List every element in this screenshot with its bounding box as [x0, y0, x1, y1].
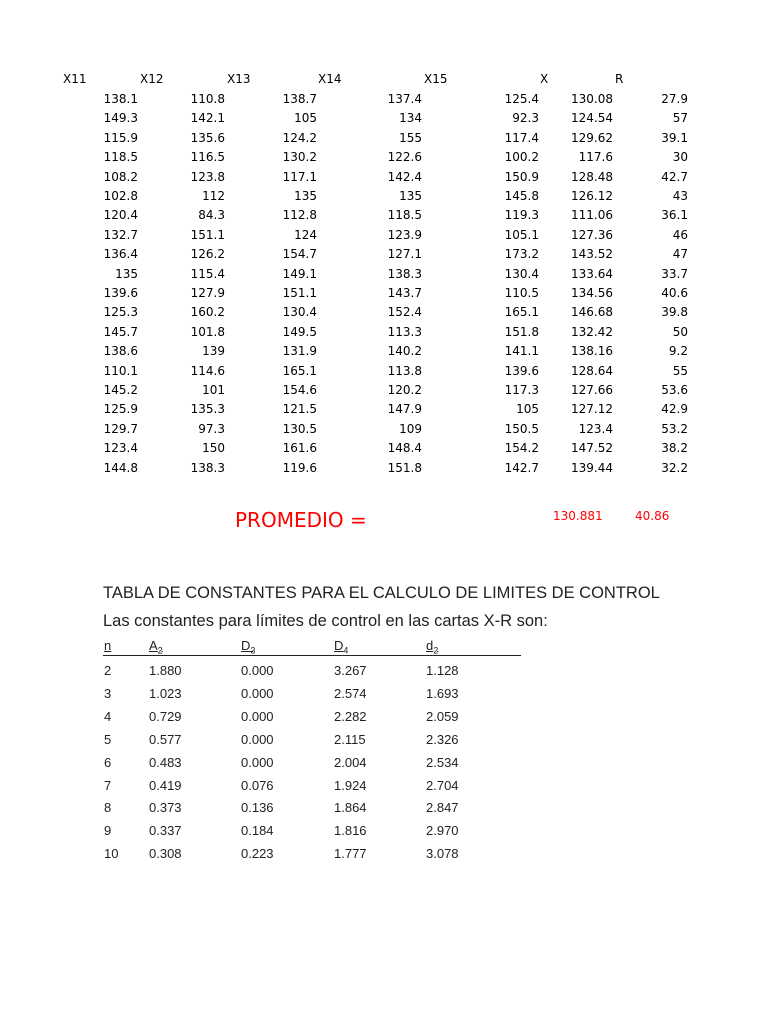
table-cell: 42.9 — [661, 402, 688, 417]
promedio-label: PROMEDIO = — [235, 508, 367, 532]
column-header-x14: X14 — [318, 72, 342, 86]
table-cell: 124.54 — [571, 111, 613, 126]
constants-cell: 2.704 — [426, 777, 459, 793]
constants-row — [103, 846, 521, 866]
table-cell: 142.4 — [387, 169, 422, 184]
table-cell: 42.7 — [661, 169, 688, 184]
table-cell: 124.2 — [282, 130, 317, 145]
table-cell: 133.64 — [571, 266, 613, 281]
constants-cell: 9 — [104, 823, 112, 839]
table-row — [0, 305, 768, 324]
table-cell: 118.5 — [387, 208, 422, 223]
table-cell: 140.2 — [387, 344, 422, 359]
table-cell: 127.9 — [190, 286, 225, 300]
table-cell: 125.4 — [504, 92, 539, 106]
table-cell: 113.8 — [387, 363, 422, 378]
constants-cell: 2.534 — [426, 754, 459, 770]
table-cell: 124 — [294, 227, 317, 242]
table-cell: 165.1 — [282, 363, 317, 378]
table-row — [0, 92, 768, 111]
table-row — [0, 150, 768, 169]
table-cell: 130.4 — [504, 266, 539, 281]
constants-header-d3: $D_3$ — [241, 638, 256, 656]
table-cell: 39.8 — [661, 305, 688, 320]
table-cell: 138.6 — [103, 344, 138, 359]
table-cell: 123.4 — [578, 421, 613, 436]
table-row — [0, 344, 768, 363]
table-cell: 47 — [672, 247, 688, 262]
table-cell: 138.3 — [387, 266, 422, 281]
constants-cell: 3.267 — [334, 663, 367, 678]
table-cell: 39.1 — [661, 130, 688, 145]
constants-cell: 2.574 — [334, 685, 367, 701]
table-cell: 148.4 — [387, 441, 422, 456]
constants-cell: 0.729 — [149, 708, 182, 724]
table-cell: 142.1 — [190, 111, 225, 126]
constants-cell: 0.000 — [241, 708, 274, 724]
table-cell: 154.7 — [282, 247, 317, 262]
table-cell: 122.6 — [387, 150, 422, 165]
table-cell: 117.3 — [504, 383, 539, 397]
table-cell: 143.52 — [571, 247, 613, 262]
table-row — [0, 208, 768, 227]
constants-cell: 0.223 — [241, 846, 274, 862]
table-cell: 109 — [399, 421, 422, 436]
table-cell: 160.2 — [190, 305, 225, 320]
table-cell: 144.8 — [103, 460, 138, 475]
data-table — [0, 0, 768, 490]
constants-header-d4: $D_4$ — [334, 638, 349, 656]
table-cell: 105 — [294, 111, 317, 126]
table-cell: 115.9 — [103, 130, 138, 145]
table-cell: 129.7 — [103, 421, 138, 436]
table-cell: 135.6 — [190, 130, 225, 145]
table-cell: 134.56 — [571, 286, 613, 300]
table-cell: 135 — [294, 189, 317, 203]
constants-header-a2: $A_2$ — [149, 638, 163, 656]
constants-row — [103, 755, 521, 775]
table-cell: 125.9 — [103, 402, 138, 417]
constants-cell: 6 — [104, 754, 112, 770]
table-row — [0, 170, 768, 189]
constants-cell: 0.000 — [241, 731, 274, 747]
table-row — [0, 189, 768, 208]
constants-row — [103, 823, 521, 843]
table-cell: 139 — [202, 344, 225, 359]
table-cell: 147.52 — [571, 441, 613, 456]
table-cell: 101 — [202, 383, 225, 397]
table-cell: 135 — [399, 189, 422, 203]
table-cell: 145.2 — [103, 383, 138, 397]
constants-cell: 2.059 — [426, 708, 459, 724]
column-header-r: R — [615, 72, 624, 86]
constants-cell: 4 — [104, 708, 112, 724]
table-cell: 115.4 — [190, 266, 225, 281]
table-cell: 117.6 — [578, 150, 613, 165]
table-cell: 132.7 — [103, 227, 138, 242]
constants-cell: 3 — [104, 685, 112, 701]
table-cell: 110.5 — [504, 286, 539, 300]
constants-cell: 0.337 — [149, 823, 182, 839]
table-cell: 119.6 — [282, 460, 317, 475]
table-cell: 105 — [516, 402, 539, 417]
table-cell: 27.9 — [661, 92, 688, 106]
table-cell: 151.8 — [504, 324, 539, 339]
constants-cell: 2.282 — [334, 708, 367, 724]
table-row — [0, 286, 768, 305]
table-cell: 126.12 — [571, 189, 613, 203]
promedio-x-value: 130.881 — [553, 509, 603, 523]
table-cell: 9.2 — [668, 344, 688, 359]
table-cell: 50 — [672, 324, 688, 339]
table-cell: 40.6 — [661, 286, 688, 300]
table-cell: 138.7 — [282, 92, 317, 106]
promedio-r-value: 40.86 — [635, 509, 670, 523]
constants-header-row — [103, 638, 521, 656]
constants-cell: 1.023 — [149, 685, 182, 701]
table-cell: 130.2 — [282, 150, 317, 165]
constants-cell: 2.970 — [426, 823, 459, 839]
constants-subtitle: Las constantes para límites de control en las cartas X-R son: — [103, 612, 548, 630]
table-cell: 123.4 — [103, 441, 138, 456]
constants-cell: 10 — [104, 846, 119, 862]
table-cell: 43 — [672, 189, 688, 203]
constants-cell: 2.847 — [426, 800, 459, 816]
table-cell: 38.2 — [661, 441, 688, 456]
table-cell: 145.7 — [103, 324, 138, 339]
constants-cell: 1.880 — [149, 663, 182, 678]
constants-cell: 1.924 — [334, 777, 367, 793]
table-cell: 92.3 — [512, 111, 539, 126]
constants-title: TABLA DE CONSTANTES PARA EL CALCULO DE LIMITES DE CONTROL — [103, 584, 660, 602]
table-cell: 32.2 — [661, 460, 688, 475]
table-cell: 135.3 — [190, 402, 225, 417]
table-cell: 149.1 — [282, 266, 317, 281]
table-cell: 143.7 — [387, 286, 422, 300]
constants-cell: 0.483 — [149, 754, 182, 770]
table-cell: 110.1 — [103, 363, 138, 378]
table-cell: 127.12 — [571, 402, 613, 417]
table-cell: 154.2 — [504, 441, 539, 456]
table-cell: 134 — [399, 111, 422, 126]
table-cell: 57 — [672, 111, 688, 126]
table-row — [0, 267, 768, 286]
constants-cell: 2.004 — [334, 754, 367, 770]
constants-header-d2-small: $d_2$ — [426, 638, 439, 656]
constants-cell: 0.000 — [241, 685, 274, 701]
table-row — [0, 461, 768, 480]
table-cell: 165.1 — [504, 305, 539, 320]
table-cell: 33.7 — [661, 266, 688, 281]
constants-cell: 5 — [104, 731, 112, 747]
constants-cell: 1.128 — [426, 663, 459, 678]
constants-cell: 2 — [104, 663, 112, 678]
table-cell: 123.8 — [190, 169, 225, 184]
constants-row — [103, 732, 521, 752]
table-cell: 173.2 — [504, 247, 539, 262]
constants-cell: 0.184 — [241, 823, 274, 839]
table-cell: 152.4 — [387, 305, 422, 320]
table-cell: 120.2 — [387, 383, 422, 397]
table-cell: 123.9 — [387, 227, 422, 242]
table-row — [0, 383, 768, 402]
table-cell: 139.6 — [103, 286, 138, 300]
table-cell: 105.1 — [504, 227, 539, 242]
table-cell: 145.8 — [504, 189, 539, 203]
table-cell: 138.1 — [103, 92, 138, 106]
table-cell: 136.4 — [103, 247, 138, 262]
table-cell: 130.08 — [571, 92, 613, 106]
table-cell: 139.44 — [571, 460, 613, 475]
table-cell: 53.2 — [661, 421, 688, 436]
constants-cell: 1.864 — [334, 800, 367, 816]
constants-cell: 7 — [104, 777, 112, 793]
table-cell: 118.5 — [103, 150, 138, 165]
table-cell: 128.48 — [571, 169, 613, 184]
table-cell: 117.1 — [282, 169, 317, 184]
table-row — [0, 325, 768, 344]
table-cell: 119.3 — [504, 208, 539, 223]
table-cell: 111.06 — [571, 208, 613, 223]
constants-cell: 0.076 — [241, 777, 274, 793]
table-cell: 151.8 — [387, 460, 422, 475]
table-cell: 130.5 — [282, 421, 317, 436]
table-cell: 138.3 — [190, 460, 225, 475]
constants-cell: 2.115 — [334, 731, 366, 747]
table-cell: 138.16 — [571, 344, 613, 359]
table-cell: 146.68 — [571, 305, 613, 320]
constants-cell: 0.373 — [149, 800, 182, 816]
table-cell: 128.64 — [571, 363, 613, 378]
table-cell: 116.5 — [190, 150, 225, 165]
table-cell: 108.2 — [103, 169, 138, 184]
table-cell: 129.62 — [571, 130, 613, 145]
table-cell: 137.4 — [387, 92, 422, 106]
table-cell: 150 — [202, 441, 225, 456]
column-header-x13: X13 — [227, 72, 251, 86]
table-cell: 161.6 — [282, 441, 317, 456]
constants-cell: 1.777 — [334, 846, 367, 862]
constants-cell: 0.000 — [241, 754, 274, 770]
table-cell: 114.6 — [190, 363, 225, 378]
table-row — [0, 228, 768, 247]
table-cell: 149.5 — [282, 324, 317, 339]
constants-cell: 3.078 — [426, 846, 459, 862]
table-cell: 151.1 — [190, 227, 225, 242]
table-row — [0, 422, 768, 441]
table-row — [0, 111, 768, 130]
constants-cell: 0.577 — [149, 731, 182, 747]
table-cell: 55 — [672, 363, 688, 378]
constants-cell: 0.136 — [241, 800, 274, 816]
table-cell: 112.8 — [282, 208, 317, 223]
table-cell: 112 — [202, 189, 225, 203]
table-cell: 131.9 — [282, 344, 317, 359]
table-row — [0, 441, 768, 460]
constants-row — [103, 663, 521, 683]
table-cell: 130.4 — [282, 305, 317, 320]
table-cell: 155 — [399, 130, 422, 145]
table-cell: 154.6 — [282, 383, 317, 397]
column-header-x11: X11 — [63, 72, 87, 86]
table-row — [0, 402, 768, 421]
table-cell: 53.6 — [661, 383, 688, 397]
constants-row — [103, 778, 521, 798]
constants-cell: 0.000 — [241, 663, 274, 678]
table-cell: 97.3 — [198, 421, 225, 436]
constants-cell: 0.308 — [149, 846, 182, 862]
table-cell: 30 — [672, 150, 688, 165]
table-cell: 132.42 — [571, 324, 613, 339]
table-cell: 127.1 — [387, 247, 422, 262]
table-cell: 126.2 — [190, 247, 225, 262]
table-cell: 139.6 — [504, 363, 539, 378]
table-cell: 36.1 — [661, 208, 688, 223]
column-header-x: X — [540, 72, 549, 86]
table-cell: 151.1 — [282, 286, 317, 300]
column-header-x12: X12 — [140, 72, 164, 86]
constants-cell: 2.326 — [426, 731, 459, 747]
constants-row — [103, 800, 521, 820]
table-cell: 117.4 — [504, 130, 539, 145]
table-cell: 135 — [115, 266, 138, 281]
table-cell: 113.3 — [387, 324, 422, 339]
table-cell: 46 — [672, 227, 688, 242]
table-row — [0, 247, 768, 266]
table-cell: 100.2 — [504, 150, 539, 165]
constants-cell: 0.419 — [149, 777, 182, 793]
constants-row — [103, 709, 521, 729]
table-cell: 149.3 — [103, 111, 138, 126]
column-header-x15: X15 — [424, 72, 448, 86]
table-cell: 121.5 — [282, 402, 317, 417]
table-cell: 120.4 — [103, 208, 138, 223]
constants-header-rule — [103, 655, 521, 656]
constants-cell: 1.816 — [334, 823, 367, 839]
table-cell: 102.8 — [103, 189, 138, 203]
table-row — [0, 131, 768, 150]
table-cell: 150.5 — [504, 421, 539, 436]
constants-cell: 1.693 — [426, 685, 459, 701]
table-cell: 110.8 — [190, 92, 225, 106]
table-cell: 125.3 — [103, 305, 138, 320]
table-cell: 101.8 — [190, 324, 225, 339]
table-cell: 147.9 — [387, 402, 422, 417]
constants-header-n: n — [104, 638, 112, 653]
constants-cell: 8 — [104, 800, 112, 816]
table-row — [0, 364, 768, 383]
table-cell: 127.66 — [571, 383, 613, 397]
table-cell: 141.1 — [504, 344, 539, 359]
table-cell: 127.36 — [571, 227, 613, 242]
table-cell: 150.9 — [504, 169, 539, 184]
constants-row — [103, 686, 521, 706]
table-cell: 84.3 — [198, 208, 225, 223]
table-cell: 142.7 — [504, 460, 539, 475]
